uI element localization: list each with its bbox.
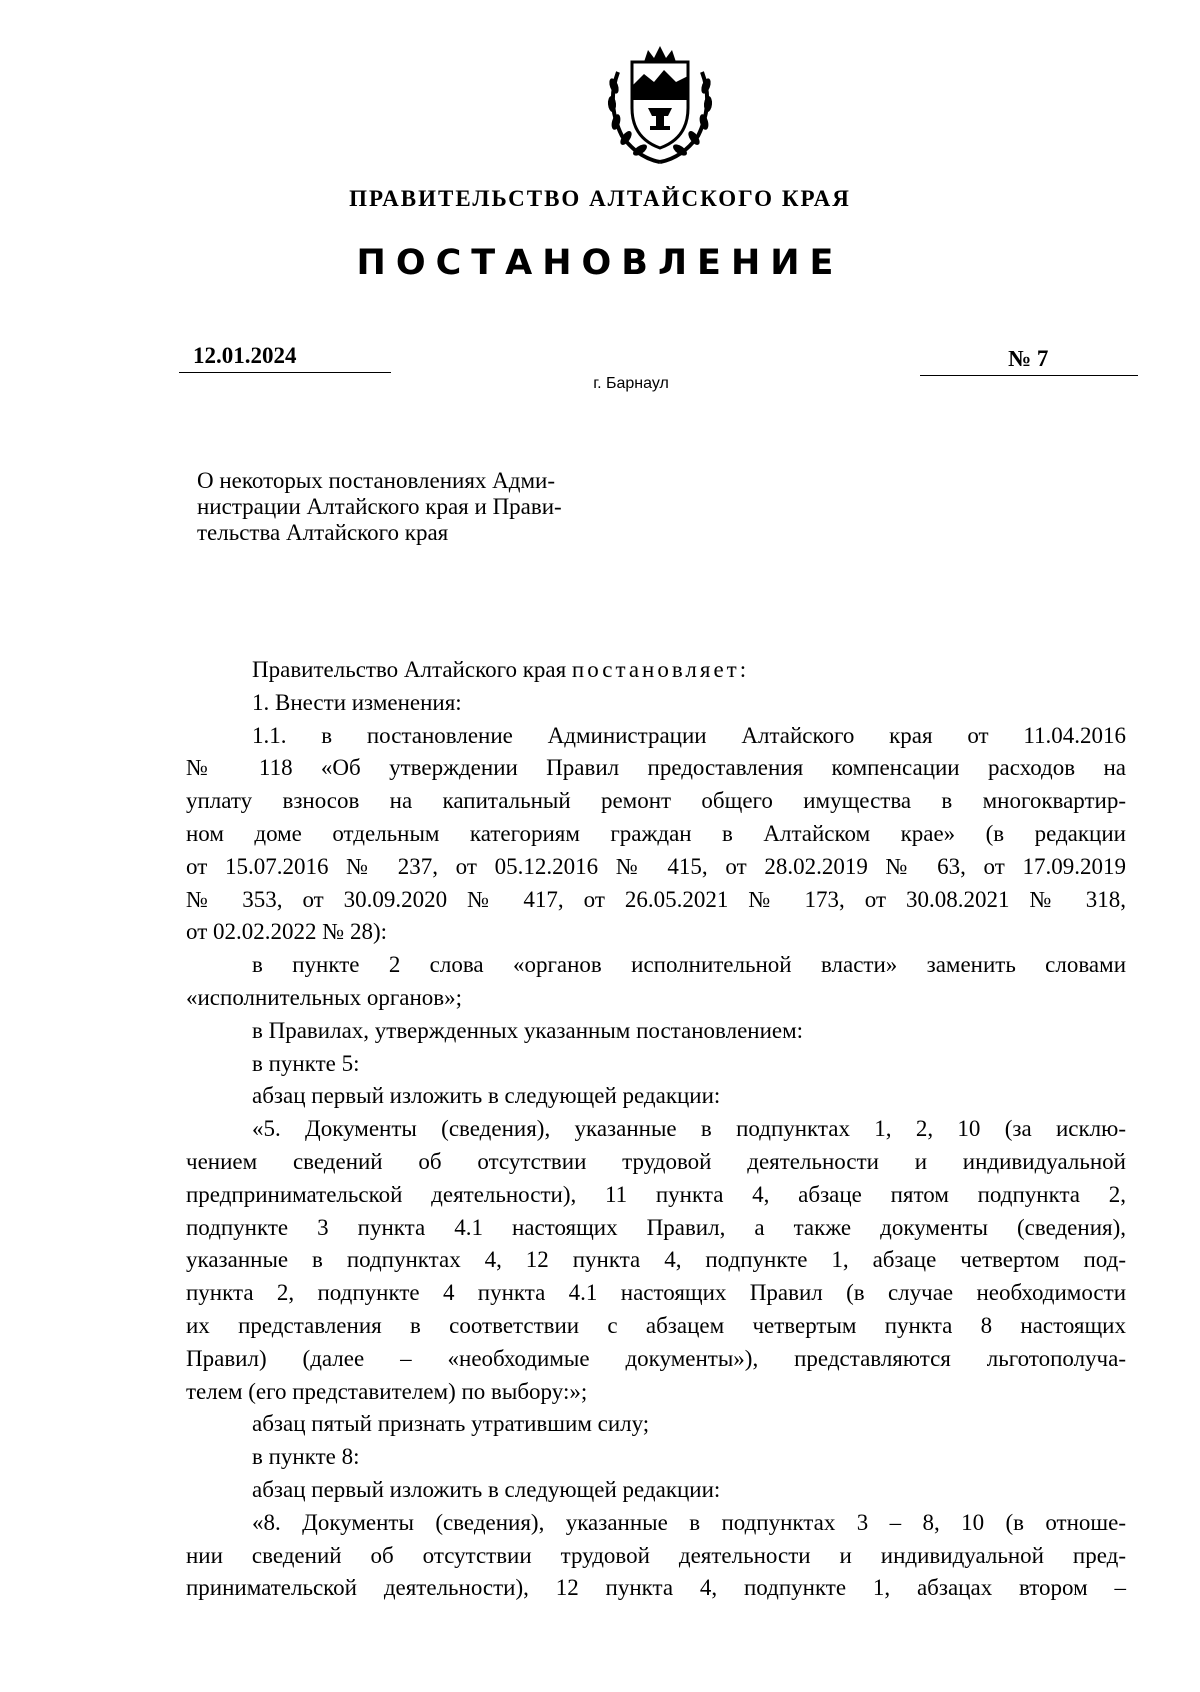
document-subject — [197, 468, 667, 546]
body-line: в Правилах, утвержденных указанным постановлением: — [252, 1017, 804, 1043]
body-line: телем (его представителем) по выбору:»; — [186, 1378, 588, 1404]
body-line: 1. Внести изменения: — [252, 689, 462, 715]
preamble-start: Правительство Алтайского края — [252, 657, 572, 682]
body-line: Правил) (далее – «необходимые документы»), представляются льготополуча- — [186, 1345, 1126, 1371]
body-line: «5. Документы (сведения), указанные в подпунктах 1, 2, 10 (за исклю- — [252, 1116, 1126, 1142]
body-line: от 02.02.2022 № 28): — [186, 919, 387, 945]
body-line: «исполнительных органов»; — [186, 984, 463, 1010]
body-line: подпункте 3 пункта 4.1 настоящих Правил, а также документы (сведения), — [186, 1214, 1126, 1240]
body-line: «8. Документы (сведения), указанные в подпунктах 3 – 8, 10 (в отноше- — [252, 1509, 1126, 1535]
preamble-verb: постановляет: — [571, 657, 750, 682]
document-number: № 7 — [920, 345, 1138, 376]
body-line: № 118 «Об утверждении Правил предоставления компенсации расходов на — [186, 755, 1126, 781]
body-line: чением сведений об отсутствии трудовой деятельности и индивидуальной — [186, 1148, 1126, 1174]
body-line: абзац первый изложить в следующей редакции: — [252, 1476, 721, 1502]
coat-of-arms-icon — [598, 42, 722, 166]
body-line: абзац пятый признать утратившим силу; — [252, 1411, 650, 1437]
subject-line: тельства Алтайского края — [197, 520, 449, 545]
body-line: абзац первый изложить в следующей редакции: — [252, 1083, 721, 1109]
document-body — [186, 654, 1126, 1605]
body-line: от 15.07.2016 № 237, от 05.12.2016 № 415, от 28.02.2019 № 63, от 17.09.2019 — [186, 853, 1126, 879]
document-date: 12.01.2024 — [179, 342, 391, 373]
document-city: г. Барнаул — [593, 375, 669, 392]
body-line: их представления в соответствии с абзацем четвертым пункта 8 настоящих — [186, 1312, 1126, 1338]
body-line: указанные в подпунктах 4, 12 пункта 4, подпункте 1, абзаце четвертом под- — [186, 1247, 1126, 1273]
subject-line: нистрации Алтайского края и Прави- — [197, 494, 562, 519]
body-line: в пункте 2 слова «органов исполнительной власти» заменить словами — [252, 952, 1126, 978]
preamble-line — [186, 654, 1126, 687]
body-line: № 353, от 30.09.2020 № 417, от 26.05.2021 № 173, от 30.08.2021 № 318, — [186, 886, 1126, 912]
body-line: ном доме отдельным категориям граждан в Алтайском крае» (в редакции — [186, 820, 1126, 846]
body-line: принимательской деятельности), 12 пункта 4, подпункте 1, абзацах втором – — [186, 1575, 1126, 1601]
body-line: пункта 2, подпункте 4 пункта 4.1 настоящих Правил (в случае необходимости — [186, 1280, 1126, 1306]
body-line: предпринимательской деятельности), 11 пункта 4, абзаце пятом подпункта 2, — [186, 1181, 1126, 1207]
body-line: в пункте 8: — [252, 1444, 360, 1470]
body-line: в пункте 5: — [252, 1050, 360, 1076]
subject-line: О некоторых постановлениях Адми- — [197, 468, 555, 493]
body-line: уплату взносов на капитальный ремонт общего имущества в многоквартир- — [186, 788, 1126, 814]
document-type: ПОСТАНОВЛЕНИЕ — [356, 243, 844, 283]
body-line: 1.1. в постановление Администрации Алтайского края от 11.04.2016 — [252, 722, 1126, 748]
body-line: нии сведений об отсутствии трудовой деятельности и индивидуальной пред- — [186, 1542, 1126, 1568]
government-name: ПРАВИТЕЛЬСТВО АЛТАЙСКОГО КРАЯ — [349, 186, 851, 211]
